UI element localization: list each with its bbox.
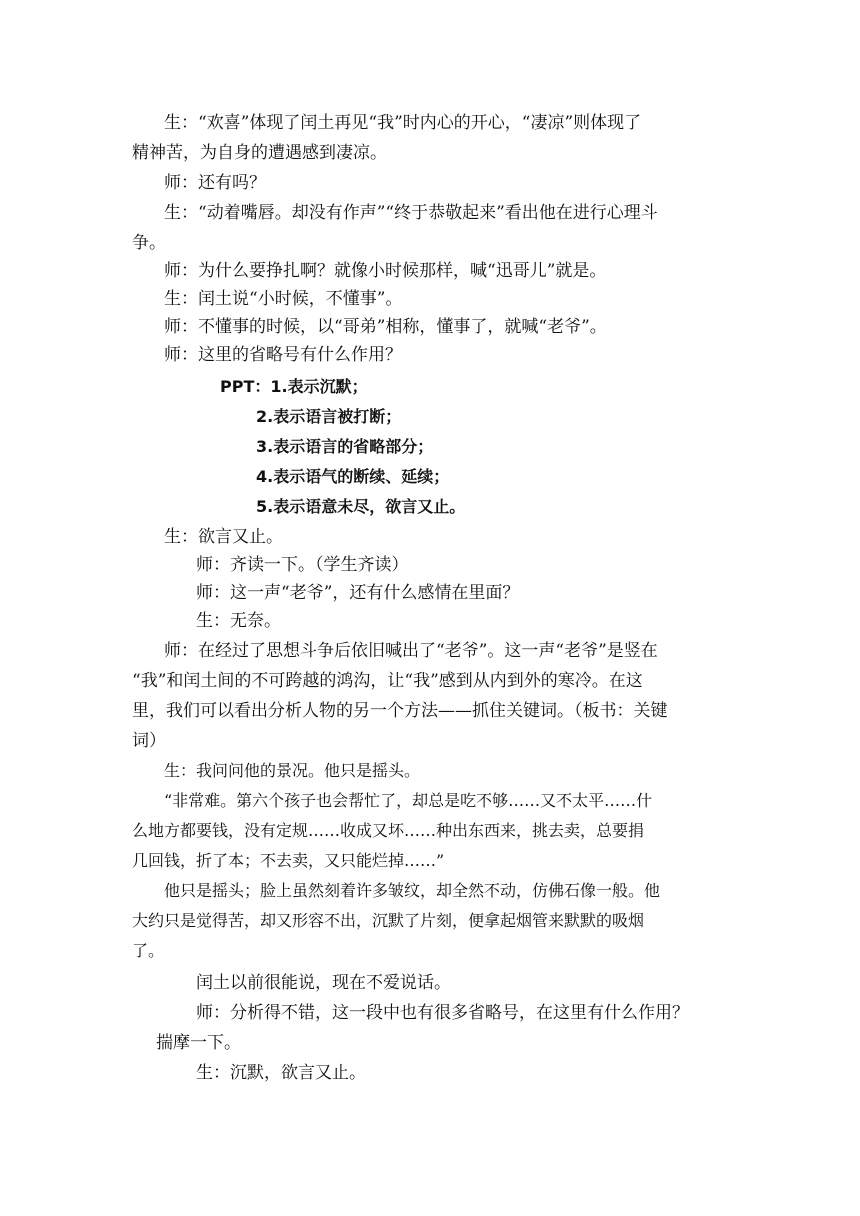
paragraph-line: 师：为什么要挣扎啊？就像小时候那样，喊“迅哥儿”就是。 <box>164 261 607 281</box>
paragraph-line: 生：欲言又止。 <box>164 527 283 547</box>
paragraph-line: 争。 <box>132 233 166 253</box>
paragraph-line: 闰土以前很能说，现在不爱说话。 <box>196 973 451 993</box>
paragraph-line: 师：在经过了思想斗争后依旧喊出了“老爷”。这一声“老爷”是竖在 <box>164 641 658 661</box>
paragraph-line: 生：“动着嘴唇。却没有作声”“终于恭敬起来”看出他在进行心理斗 <box>164 203 658 223</box>
paragraph-line: 里，我们可以看出分析人物的另一个方法——抓住关键词。（板书：关键 <box>132 701 668 721</box>
paragraph-line: 生：闰土说“小时候，不懂事”。 <box>164 289 403 309</box>
quote-line: 生：我问问他的景况。他只是摇头。 <box>164 761 421 780</box>
ppt-item: 2.表示语言被打断； <box>256 407 402 426</box>
paragraph-line: 师：这一声“老爷”，还有什么感情在里面？ <box>196 583 520 603</box>
ppt-item: 5.表示语意未尽，欲言又止。 <box>256 497 466 516</box>
quote-line: 么地方都要钱，没有定规……收成又坏……种出东西来，挑去卖，总要捐 <box>132 821 645 840</box>
quote-line: 他只是摇头；脸上虽然刻着许多皱纹，却全然不动，仿佛石像一般。他 <box>164 881 661 900</box>
ppt-item: 3.表示语言的省略部分； <box>256 437 434 456</box>
paragraph-line: 师：还有吗？ <box>164 173 266 193</box>
paragraph-line: 师：这里的省略号有什么作用？ <box>164 345 402 365</box>
quote-line: 大约只是觉得苦，却又形容不出，沉默了片刻，便拿起烟管来默默的吸烟 <box>132 911 645 930</box>
quote-line: 了。 <box>132 941 165 960</box>
paragraph-line: “我”和闰土间的不可跨越的鸿沟，让“我”感到从内到外的寒冷。在这 <box>132 671 643 691</box>
paragraph-line: 词） <box>132 731 166 751</box>
paragraph-line: 师：齐读一下。（学生齐读） <box>196 555 409 575</box>
paragraph-line: 精神苦，为自身的遭遇感到凄凉。 <box>132 143 387 163</box>
quote-line: “非常难。第六个孩子也会帮忙了，却总是吃不够……又不太平……什 <box>164 791 653 810</box>
ppt-item: 4.表示语气的断续、延续； <box>256 467 450 486</box>
paragraph-line: 生：无奈。 <box>196 611 281 631</box>
paragraph-line: 揣摩一下。 <box>156 1033 241 1053</box>
paragraph-line: 生：沉默，欲言又止。 <box>196 1063 366 1083</box>
paragraph-line: 师：不懂事的时候，以“哥弟”相称，懂事了，就喊“老爷”。 <box>164 317 607 337</box>
paragraph-line: 生：“欢喜”体现了闰土再见“我”时内心的开心，“凄凉”则体现了 <box>164 113 642 133</box>
ppt-item: PPT：1.表示沉默； <box>220 377 368 396</box>
quote-line: 几回钱，折了本；不去卖，又只能烂掉……” <box>132 851 445 870</box>
paragraph-line: 师：分析得不错，这一段中也有很多省略号，在这里有什么作用？ <box>196 1003 689 1023</box>
